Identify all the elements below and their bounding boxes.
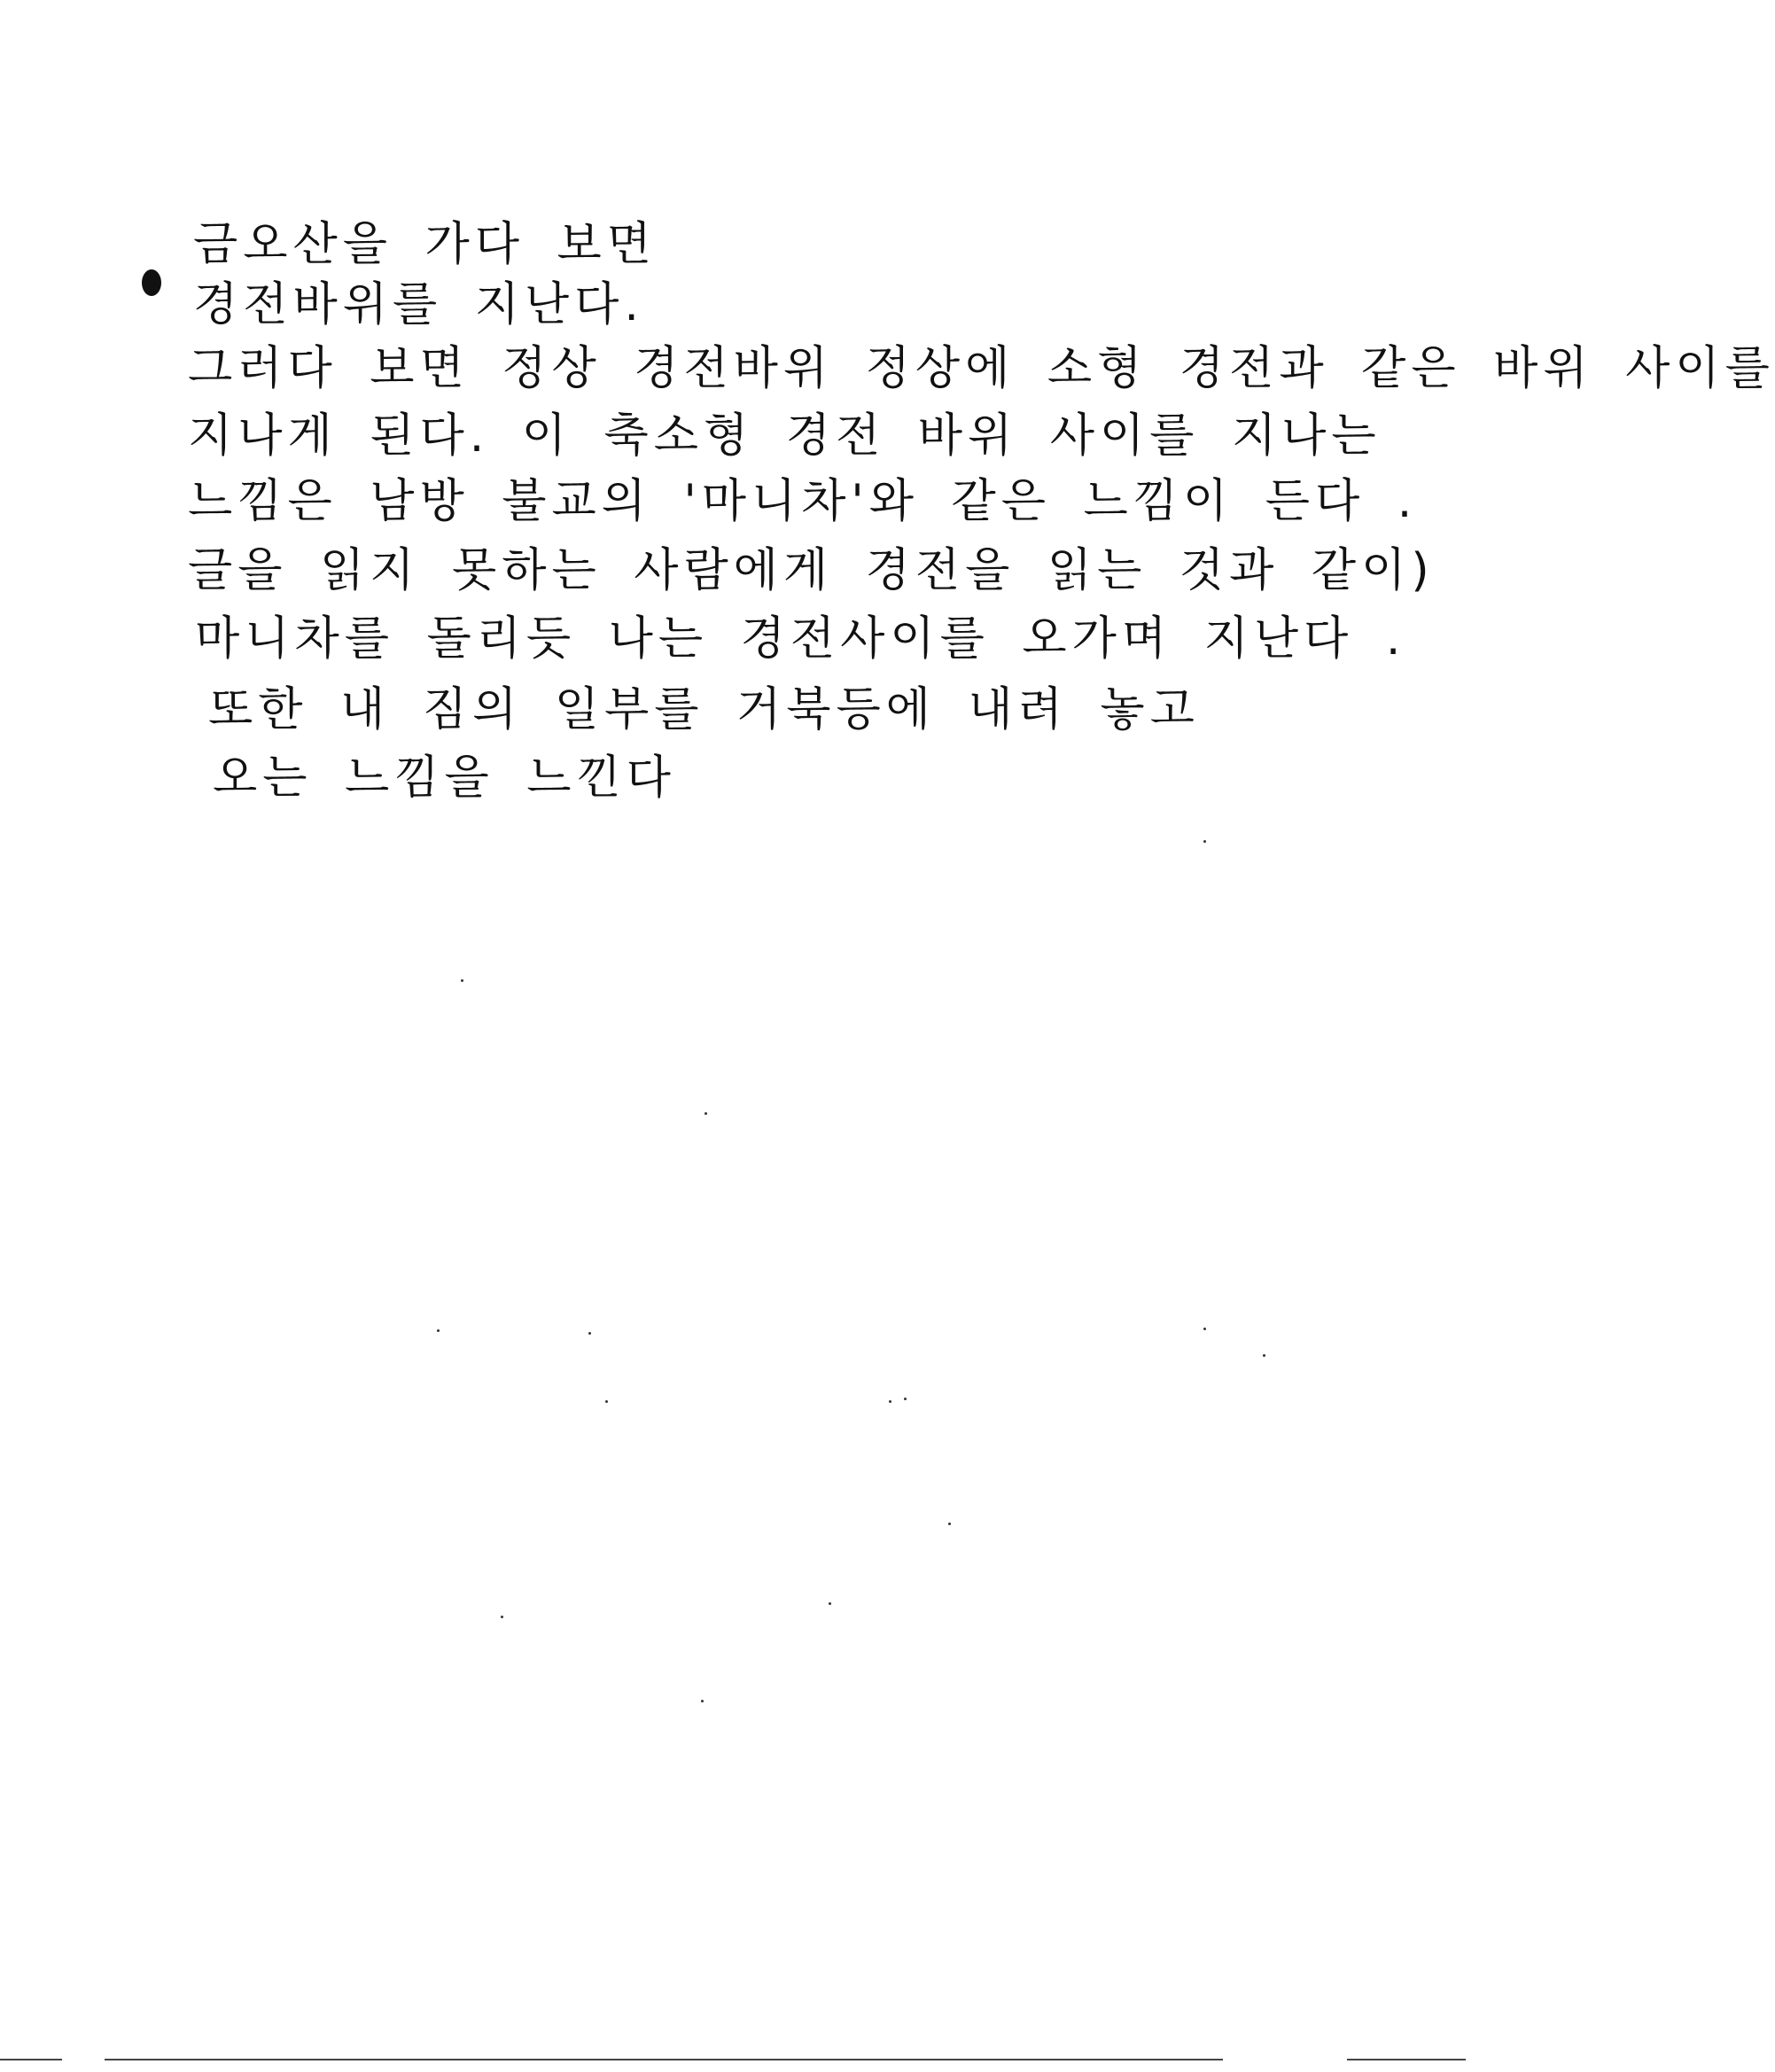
text-line-3: 그러다 보면 정상 경전바위 정상에 소형 경전과 같은 바위 사이를 <box>188 342 1775 395</box>
scan-edge-mark-left <box>0 2059 62 2060</box>
scan-speck <box>829 1602 831 1605</box>
scan-speck <box>889 1400 891 1403</box>
text-line-1: 금오산을 가다 보면 <box>193 218 657 271</box>
text-line-7: 마니차를 돌리듯 나는 경전사이를 오가며 지난다 . <box>195 612 1406 666</box>
scan-speck <box>705 1112 707 1115</box>
scan-edge-mark-right <box>1347 2059 1466 2060</box>
scan-speck <box>701 1700 704 1702</box>
scan-speck <box>605 1400 608 1403</box>
text-line-6: 글을 읽지 못하는 사람에게 경전을 읽는 것과 같이) <box>188 544 1435 597</box>
text-line-8: 또한 내 짐의 일부를 거북등에 내려 놓고 <box>208 683 1200 736</box>
text-line-9: 오는 느낌을 느낀다 <box>213 752 676 805</box>
text-line-5: 느낌은 남방 불교의 '마니차'와 같은 느낌이 든다 . <box>188 475 1418 528</box>
scan-speck <box>948 1523 951 1525</box>
scan-speck <box>1263 1354 1265 1357</box>
text-line-2: 경전바위를 지난다. <box>193 278 644 331</box>
scan-speck <box>437 1329 440 1332</box>
text-line-4: 지나게 된다. 이 축소형 경전 바위 사이를 지나는 <box>188 409 1382 463</box>
scan-speck <box>461 979 463 982</box>
scan-speck <box>588 1332 591 1335</box>
scan-edge-mark-center <box>105 2059 1223 2060</box>
scan-speck <box>1203 1328 1206 1330</box>
scan-speck <box>501 1616 503 1618</box>
scan-speck <box>904 1398 907 1400</box>
ink-blot-bullet <box>142 269 161 296</box>
scan-speck <box>1203 840 1206 843</box>
